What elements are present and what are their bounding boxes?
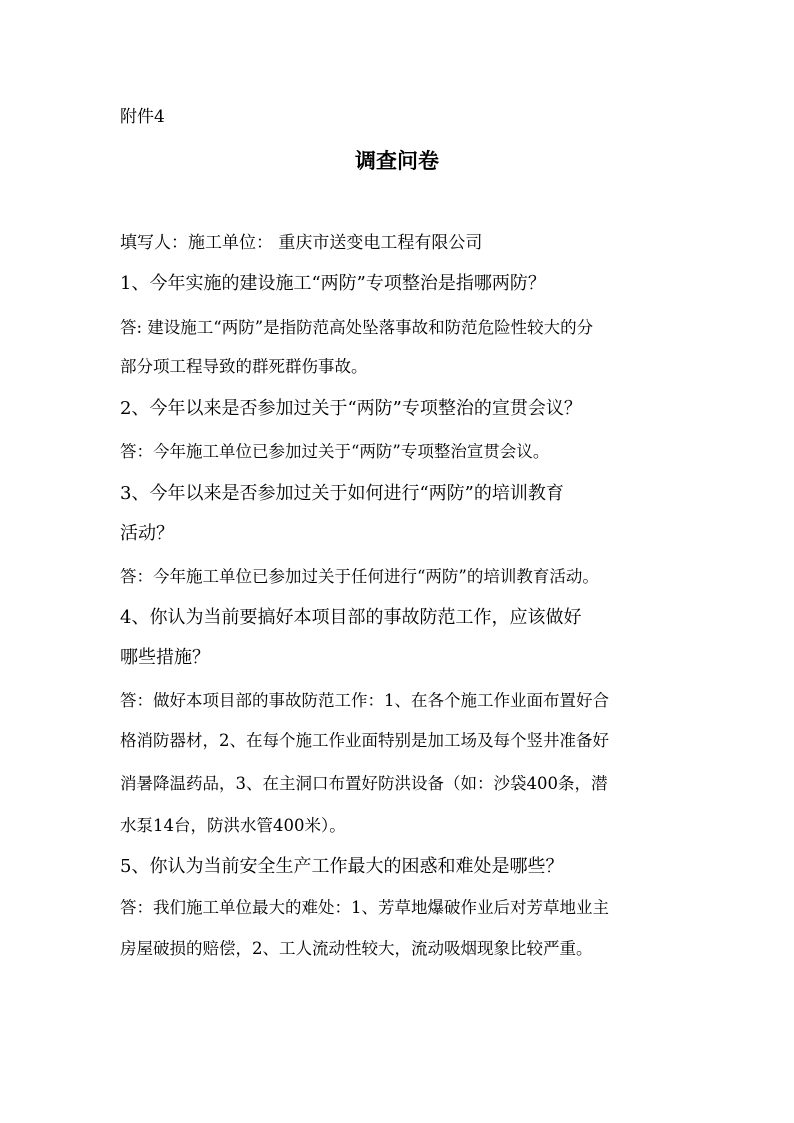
answer-4-line-2: 格消防器材，2、在每个施工作业面特别是加工场及每个竖井准备好 — [120, 731, 609, 750]
answer-5-line-1: 答：我们施工单位最大的难处：1、芳草地爆破作业后对芳草地业主 — [120, 898, 609, 917]
answer-4-line-3: 消暑降温药品，3、在主洞口布置好防洪设备（如：沙袋400条，潜 — [120, 774, 608, 793]
answer-1-line-2: 部分项工程导致的群死群伤事故。 — [120, 357, 368, 376]
answer-2-line-1: 答：今年施工单位已参加过关于“两防”专项整治宣贯会议。 — [120, 442, 550, 461]
question-3-line-2: 活动？ — [120, 523, 174, 544]
question-2-line-1: 2、今年以来是否参加过关于“两防”专项整治的宣贯会议？ — [120, 398, 582, 419]
question-5-line-1: 5、你认为当前安全生产工作最大的困惑和难处是哪些？ — [120, 856, 564, 877]
answer-1-line-1: 答: 建设施工“两防”是指防范高处坠落事故和防范危险性较大的分 — [120, 318, 594, 337]
answer-4-line-4: 水泵14台，防洪水管400米）。 — [120, 816, 346, 835]
page-title: 调查问卷 — [355, 148, 439, 173]
question-1-line-1: 1、今年实施的建设施工“两防”专项整治是指哪两防？ — [120, 273, 546, 294]
question-3-line-1: 3、今年以来是否参加过关于如何进行“两防”的培训教育 — [120, 483, 564, 504]
answer-5-line-2: 房屋破损的赔偿，2、工人流动性较大，流动吸烟现象比较严重。 — [120, 939, 593, 958]
answer-4-line-1: 答：做好本项目部的事故防范工作：1、在各个施工作业面布置好合 — [120, 691, 609, 710]
question-4-line-2: 哪些措施？ — [120, 647, 210, 668]
attachment-label: 附件4 — [120, 107, 165, 127]
filler-line: 填写人：施工单位： 重庆市送变电工程有限公司 — [120, 233, 483, 253]
question-4-line-1: 4、你认为当前要搞好本项目部的事故防范工作，应该做好 — [120, 607, 582, 628]
answer-3-line-1: 答：今年施工单位已参加过关于任何进行“两防”的培训教育活动。 — [120, 567, 599, 586]
